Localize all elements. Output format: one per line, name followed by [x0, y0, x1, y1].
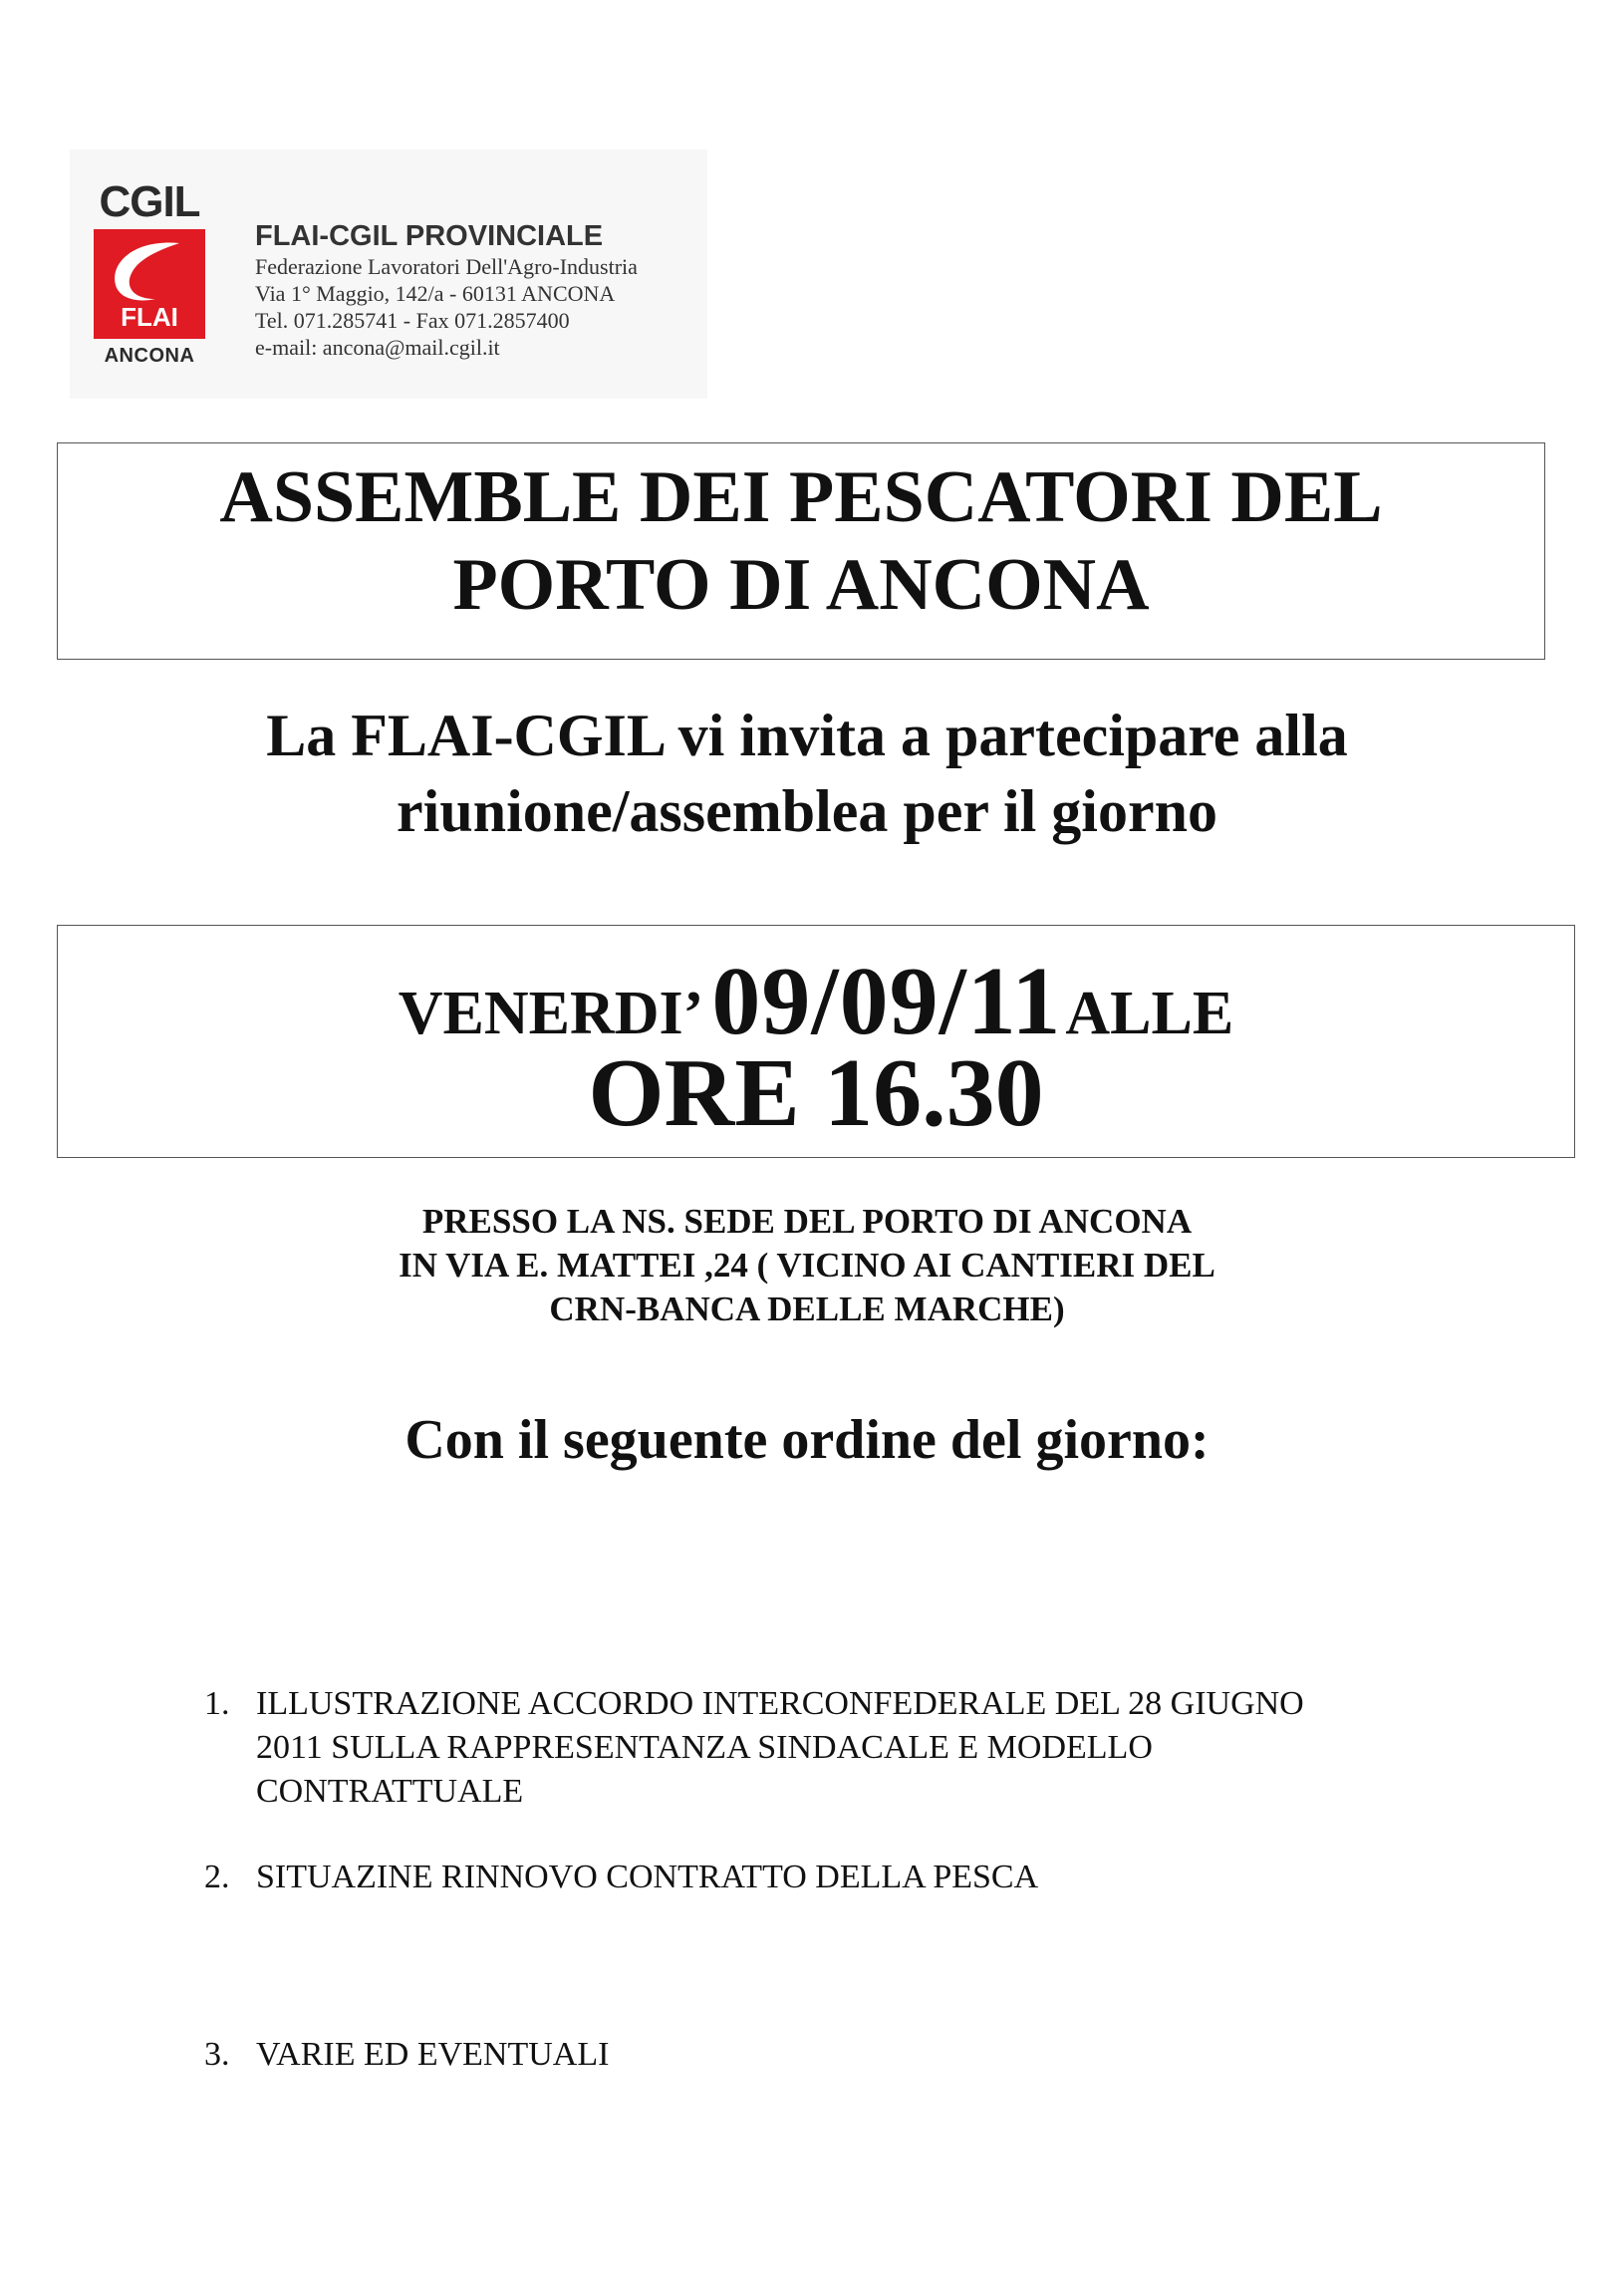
logo-red-square	[94, 229, 205, 339]
agenda-item-text	[256, 1682, 1491, 1814]
org-email: e-mail: ancona@mail.cgil.it	[255, 335, 500, 360]
meeting-date: 09/09/11	[711, 948, 1062, 1055]
title-box	[57, 442, 1545, 660]
org-name: FLAI-CGIL PROVINCIALE	[255, 220, 604, 252]
agenda-item	[204, 1856, 1499, 1905]
location-line-1: PRESSO LA NS. SEDE DEL PORTO DI ANCONA	[421, 1202, 1193, 1241]
agenda-item-line: 2011 SULLA RAPPRESENTANZA SINDACALE E MODELLO	[256, 1729, 1153, 1766]
invitation-text	[0, 698, 1614, 849]
date-box	[57, 925, 1575, 1158]
org-info	[255, 219, 693, 361]
title-line-1: ASSEMBLE DEI PESCATORI DEL	[219, 456, 1383, 538]
meeting-time: ORE 16.30	[588, 1039, 1044, 1147]
location-line-2: IN VIA E. MATTEI ,24 ( VICINO AI CANTIERI DEL	[399, 1246, 1215, 1285]
agenda-item	[204, 2033, 1499, 2083]
agenda-item-text	[256, 1856, 1491, 1899]
title-line-2: PORTO DI ANCONA	[452, 544, 1150, 626]
agenda-item-line: SITUAZINE RINNOVO CONTRATTO DELLA PESCA	[256, 1859, 1039, 1895]
agenda-item-number: 3.	[204, 2036, 230, 2073]
meeting-alle: ALLE	[1065, 980, 1234, 1047]
location-line-3: CRN-BANCA DELLE MARCHE)	[549, 1290, 1065, 1328]
org-phone-fax: Tel. 071.285741 - Fax 071.2857400	[255, 308, 570, 333]
agenda-item-line: ILLUSTRAZIONE ACCORDO INTERCONFEDERALE DEL 28 GIUGNO	[256, 1685, 1304, 1722]
letterhead	[70, 149, 707, 399]
agenda-item	[204, 1682, 1499, 1822]
invitation-line-2: riunione/assemblea per il giorno	[397, 778, 1217, 844]
org-address: Via 1° Maggio, 142/a - 60131 ANCONA	[255, 281, 616, 306]
meeting-day: VENERDI’	[398, 980, 704, 1047]
logo-city-text: ANCONA	[104, 345, 195, 367]
agenda-item-text	[256, 2033, 1491, 2077]
agenda-item-number: 1.	[204, 1685, 230, 1722]
agenda-item-line: VARIE ED EVENTUALI	[256, 2036, 610, 2073]
logo-cgil-text: CGIL	[99, 177, 200, 226]
page-title	[58, 453, 1544, 629]
org-description: Federazione Lavoratori Dell'Agro-Industria	[255, 254, 638, 279]
agenda-item-line: CONTRATTUALE	[256, 1773, 524, 1810]
flai-cgil-logo	[90, 179, 209, 369]
meeting-location	[0, 1200, 1614, 1331]
invitation-line-1: La FLAI-CGIL vi invita a partecipare alla	[266, 703, 1348, 768]
agenda-heading: Con il seguente ordine del giorno:	[404, 1409, 1210, 1471]
logo-flai-text: FLAI	[121, 302, 178, 332]
agenda-item-number: 2.	[204, 1859, 230, 1895]
